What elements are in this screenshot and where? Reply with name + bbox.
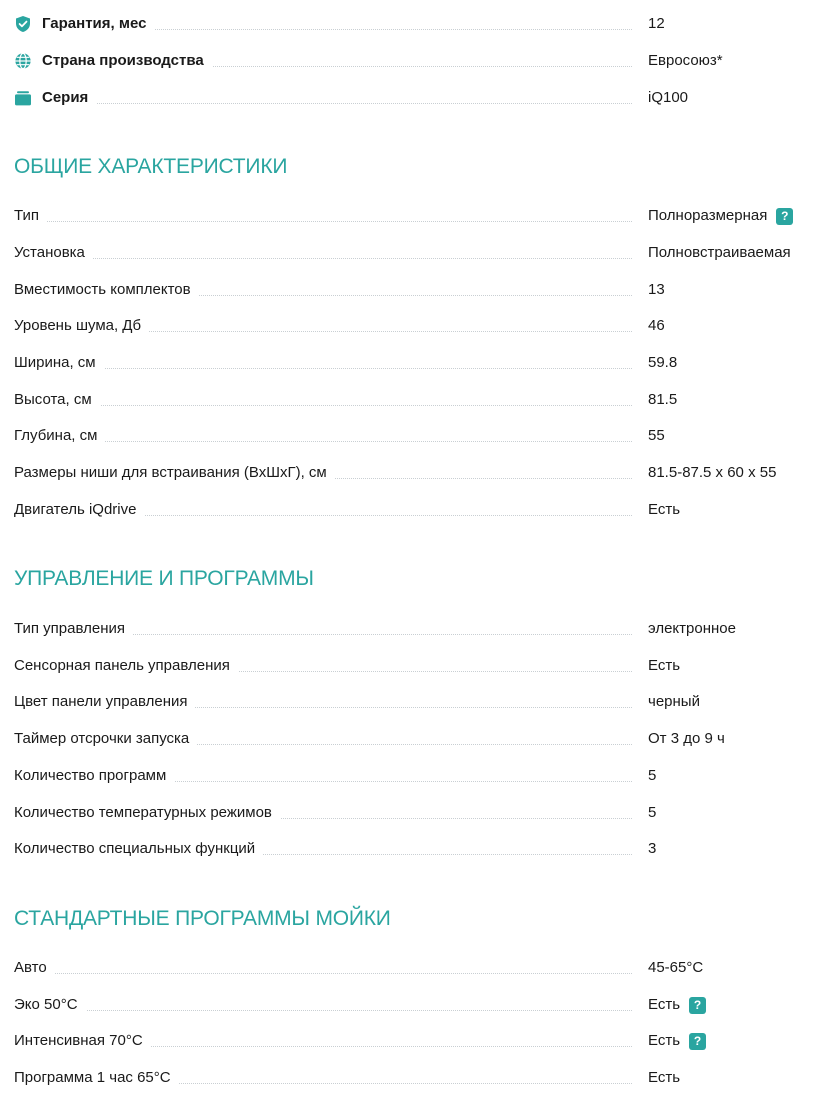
dotted-leader <box>14 441 632 442</box>
spec-value: 81.5-87.5 x 60 x 55 <box>648 464 777 481</box>
spec-value: 45-65°C <box>648 959 704 976</box>
help-icon[interactable]: ? <box>776 208 793 225</box>
spec-value: iQ100 <box>648 89 689 106</box>
dotted-leader <box>14 258 632 259</box>
spec-row <box>14 500 804 530</box>
spec-value: 12 <box>648 15 665 32</box>
spec-label: Количество программ <box>14 766 174 786</box>
spec-value: Есть <box>648 657 681 674</box>
spec-row-country <box>14 51 804 81</box>
dotted-leader <box>14 973 632 974</box>
spec-label: Интенсивная 70°C <box>14 1031 151 1051</box>
spec-label: Установка <box>14 243 93 263</box>
spec-row <box>14 692 804 722</box>
spec-label: Гарантия, мес <box>14 14 154 34</box>
spec-value: 5 <box>648 767 657 784</box>
spec-row <box>14 426 804 456</box>
spec-row-series <box>14 88 804 118</box>
dotted-leader <box>14 368 632 369</box>
spec-label: Серия <box>14 88 96 108</box>
spec-label: Вместимость комплектов <box>14 280 199 300</box>
spec-row <box>14 958 804 988</box>
spec-value: черный <box>648 693 700 710</box>
spec-label: Таймер отсрочки запуска <box>14 729 197 749</box>
dotted-leader <box>14 405 632 406</box>
spec-row <box>14 390 804 420</box>
spec-label: Тип управления <box>14 619 133 639</box>
spec-value: 13 <box>648 281 665 298</box>
spec-label: Уровень шума, Дб <box>14 316 149 336</box>
section-title-general: ОБЩИЕ ХАРАКТЕРИСТИКИ <box>14 155 288 178</box>
spec-label: Глубина, см <box>14 426 105 446</box>
spec-row <box>14 353 804 383</box>
spec-row <box>14 803 804 833</box>
globe-icon <box>14 52 32 70</box>
dotted-leader <box>14 103 632 104</box>
spec-value: Есть <box>648 1069 681 1086</box>
spec-row <box>14 316 804 346</box>
help-icon[interactable]: ? <box>689 997 706 1014</box>
spec-label: Количество специальных функций <box>14 839 263 859</box>
spec-label: Количество температурных режимов <box>14 803 280 823</box>
spec-value: Евросоюз* <box>648 52 723 69</box>
spec-row <box>14 280 804 310</box>
spec-value: 59.8 <box>648 354 678 371</box>
spec-value: 46 <box>648 317 665 334</box>
spec-value: Есть ? <box>648 1031 706 1051</box>
spec-row <box>14 766 804 796</box>
spec-value: Полноразмерная ? <box>648 206 793 226</box>
help-icon[interactable]: ? <box>689 1033 706 1050</box>
spec-label: Тип <box>14 206 47 226</box>
section-title-controls: УПРАВЛЕНИЕ И ПРОГРАММЫ <box>14 567 314 590</box>
spec-value: Есть ? <box>648 995 706 1015</box>
spec-value: электронное <box>648 620 736 637</box>
spec-label: Эко 50°C <box>14 995 86 1015</box>
spec-label: Размеры ниши для встраивания (ВхШхГ), см <box>14 463 335 483</box>
spec-value: 81.5 <box>648 391 678 408</box>
spec-row <box>14 839 804 869</box>
spec-row <box>14 1031 804 1061</box>
spec-value: 5 <box>648 804 657 821</box>
spec-row <box>14 206 804 236</box>
series-icon <box>14 89 32 107</box>
spec-label: Программа 1 час 65°C <box>14 1068 179 1088</box>
spec-label: Цвет панели управления <box>14 692 195 712</box>
spec-value: 55 <box>648 427 665 444</box>
dotted-leader <box>14 1010 632 1011</box>
spec-label: Авто <box>14 958 55 978</box>
dotted-leader <box>14 221 632 222</box>
spec-row-warranty <box>14 14 804 44</box>
spec-row <box>14 1068 804 1098</box>
spec-row <box>14 463 804 493</box>
spec-label: Двигатель iQdrive <box>14 500 144 520</box>
spec-row <box>14 656 804 686</box>
spec-row <box>14 619 804 649</box>
spec-value: От 3 до 9 ч <box>648 730 725 747</box>
spec-value: Полновстраиваемая <box>648 244 791 261</box>
spec-row <box>14 243 804 273</box>
spec-row <box>14 729 804 759</box>
spec-label: Высота, см <box>14 390 100 410</box>
spec-label: Страна производства <box>14 51 212 71</box>
spec-value: Есть <box>648 501 681 518</box>
section-title-programs: СТАНДАРТНЫЕ ПРОГРАММЫ МОЙКИ <box>14 907 391 930</box>
spec-value: 3 <box>648 840 657 857</box>
spec-row <box>14 995 804 1025</box>
spec-label: Ширина, см <box>14 353 104 373</box>
shield-check-icon <box>14 15 32 33</box>
spec-label: Сенсорная панель управления <box>14 656 238 676</box>
